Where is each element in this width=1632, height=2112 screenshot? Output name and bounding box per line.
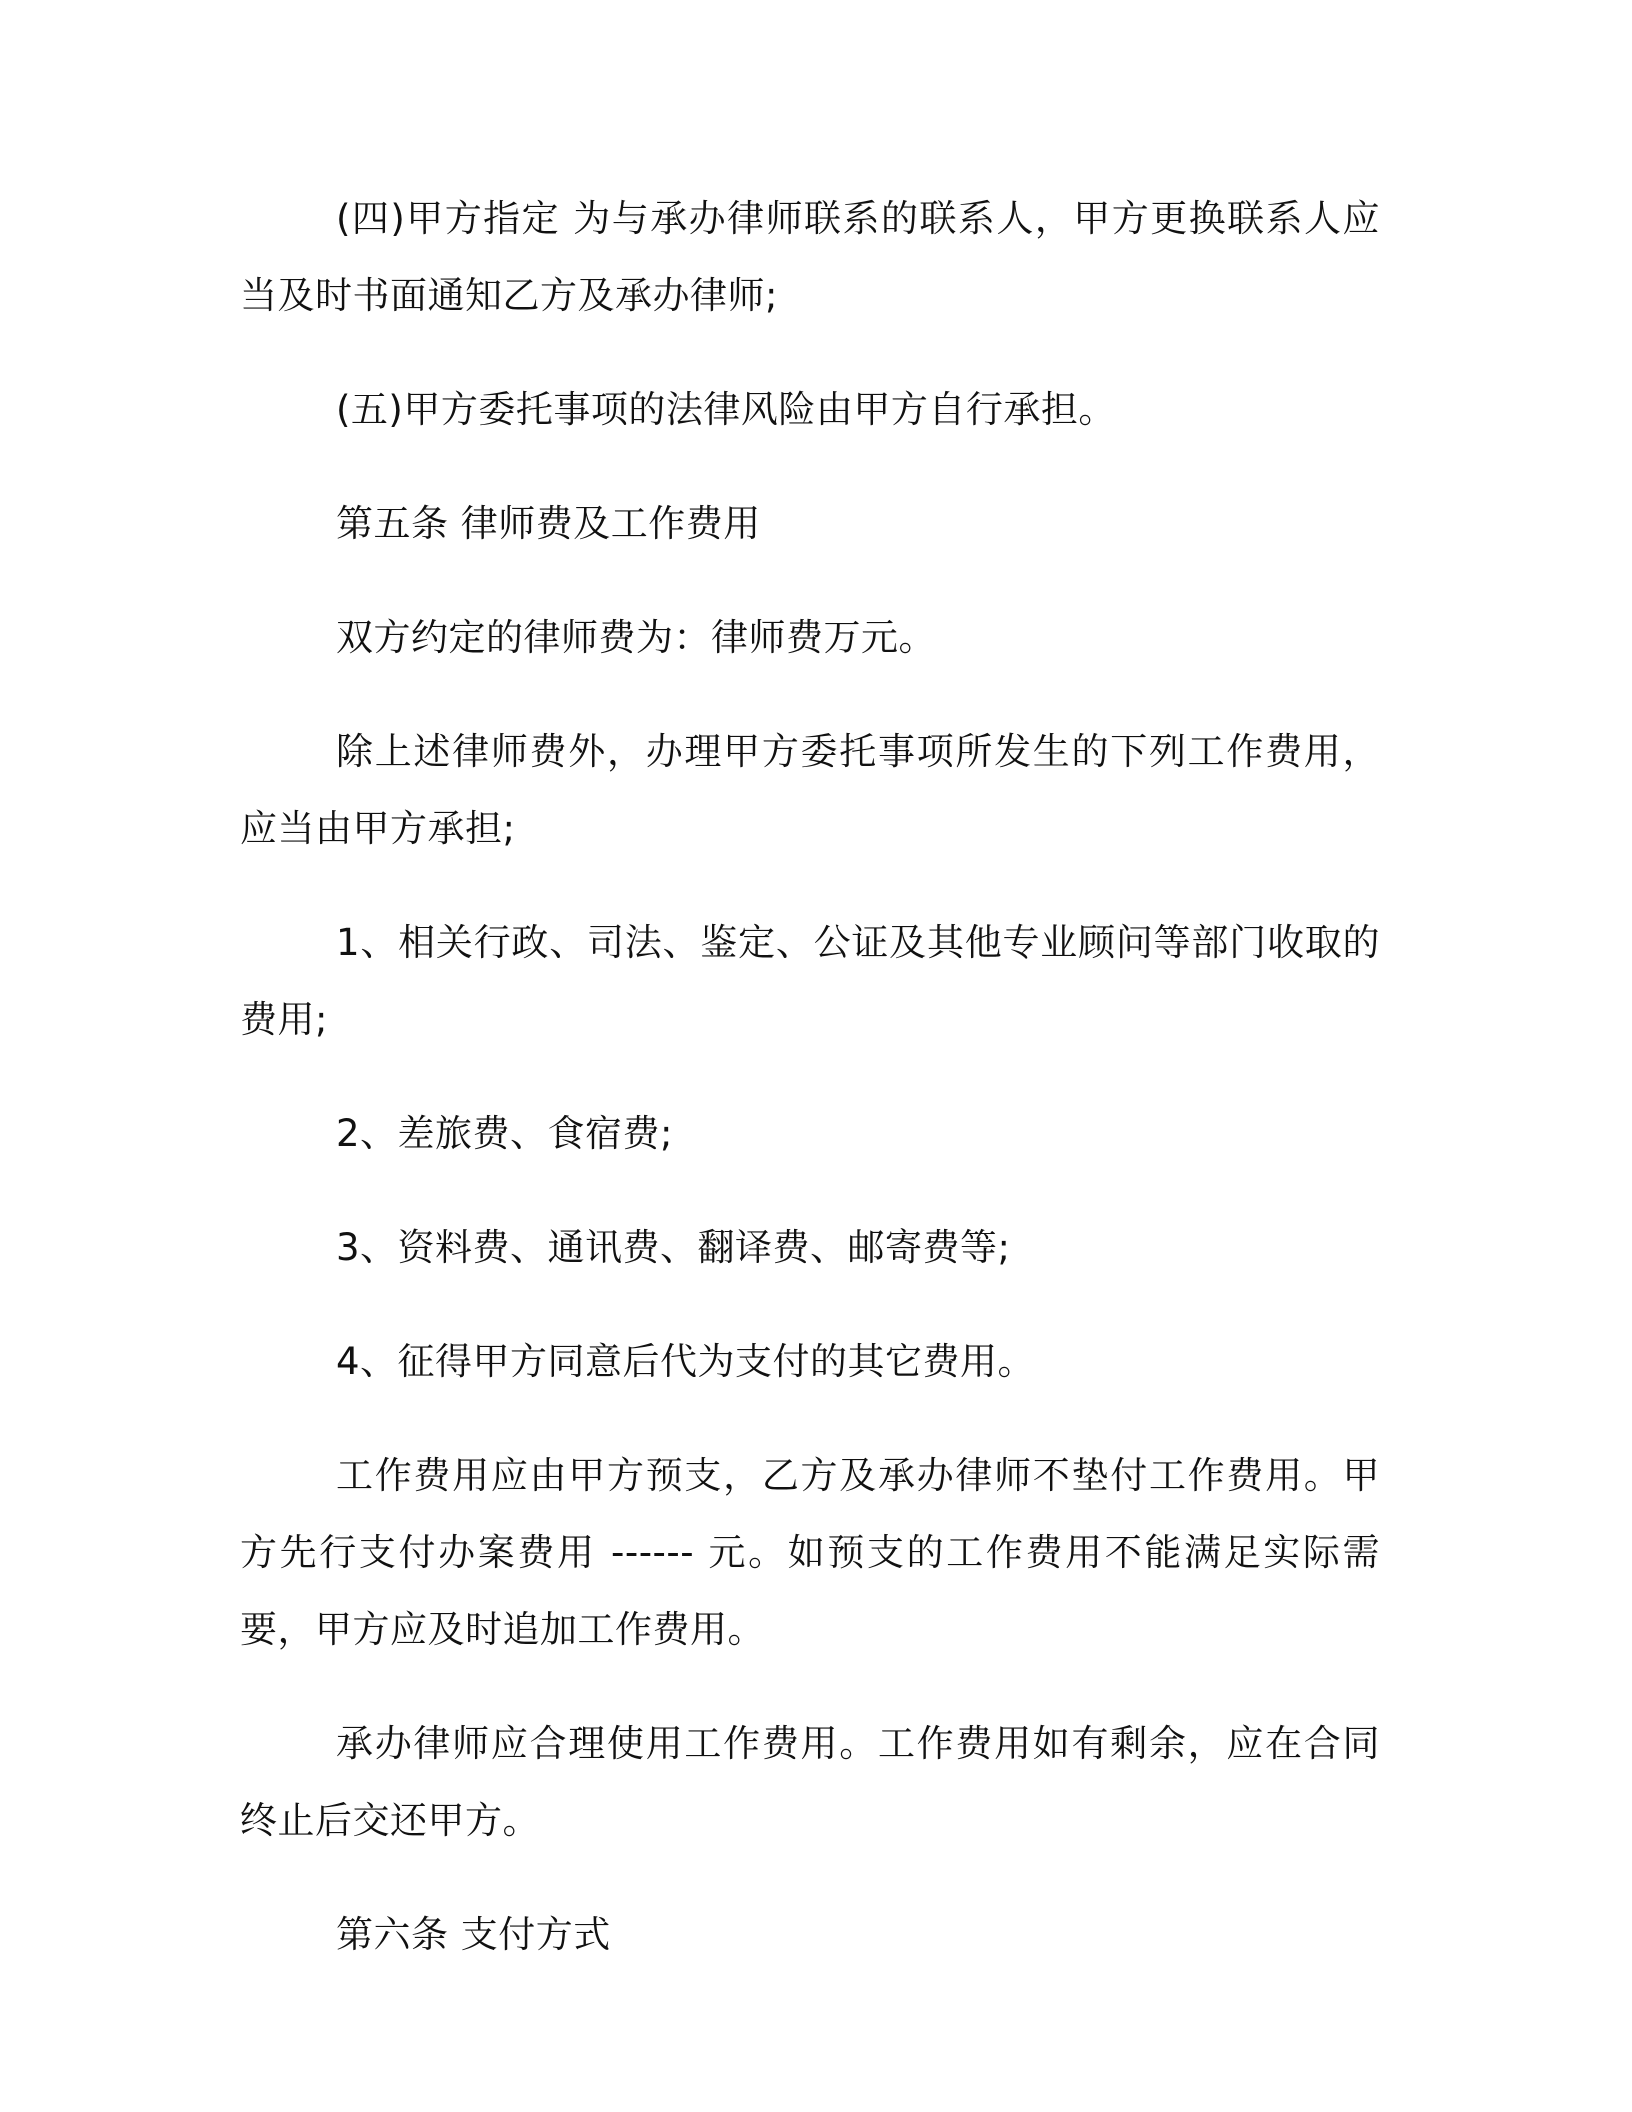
expense-prepayment: 工作费用应由甲方预支，乙方及承办律师不垫付工作费用。甲方先行支付办案费用 ------ 元。如预支的工作费用不能满足实际需要，甲方应及时追加工作费用。 — [240, 1454, 1380, 1651]
clause-5-legal-risk: (五)甲方委托事项的法律风险由甲方自行承担。 — [336, 388, 1116, 431]
expense-item-3: 3、资料费、通讯费、翻译费、邮寄费等; — [336, 1226, 1011, 1269]
expense-item-1: 1、相关行政、司法、鉴定、公证及其他专业顾问等部门收取的费用; — [240, 921, 1380, 1041]
work-expenses-intro: 除上述律师费外，办理甲方委托事项所发生的下列工作费用，应当由甲方承担; — [240, 730, 1380, 850]
clause-4-contact-person: (四)甲方指定 为与承办律师联系的联系人，甲方更换联系人应当及时书面通知乙方及承办律师; — [240, 197, 1380, 317]
expense-item-4: 4、征得甲方同意后代为支付的其它费用。 — [336, 1340, 1036, 1383]
expense-usage: 承办律师应合理使用工作费用。工作费用如有剩余，应在合同终止后交还甲方。 — [240, 1722, 1380, 1842]
article-6-heading: 第六条 支付方式 — [336, 1913, 611, 1956]
lawyer-fee-agreement: 双方约定的律师费为：律师费万元。 — [336, 616, 936, 659]
document-body — [240, 180, 1380, 2010]
expense-item-2: 2、差旅费、食宿费; — [336, 1112, 674, 1155]
article-5-heading: 第五条 律师费及工作费用 — [336, 502, 761, 545]
